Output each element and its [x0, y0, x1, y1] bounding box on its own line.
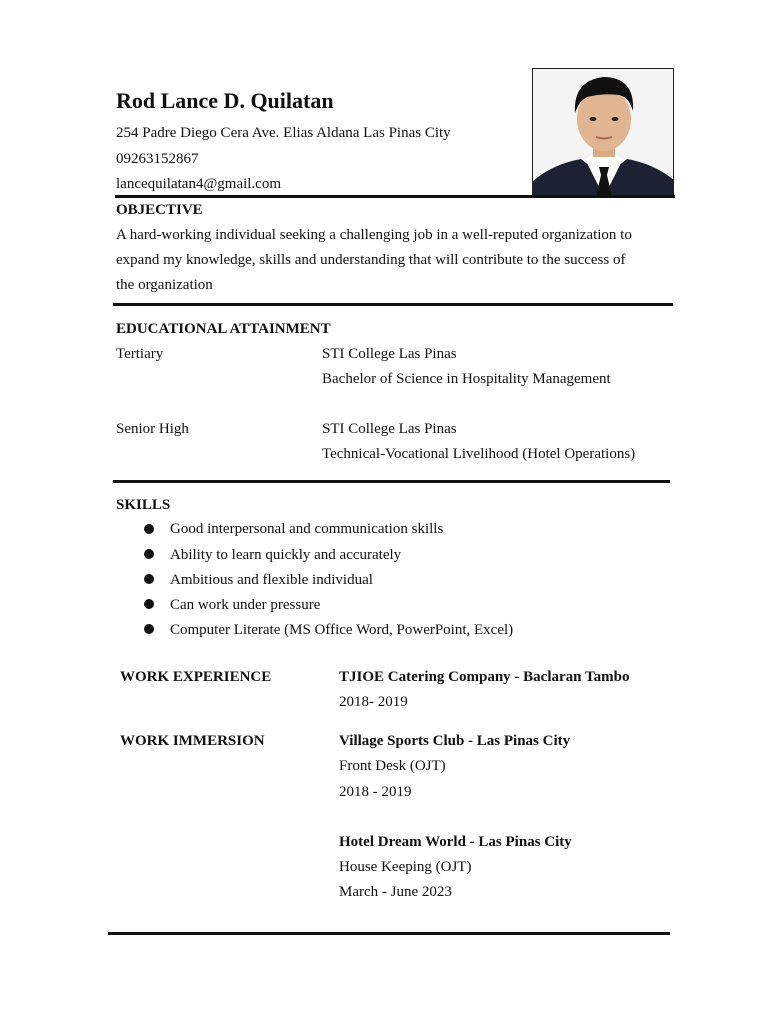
skill-item: Can work under pressure: [170, 597, 321, 613]
address: 254 Padre Diego Cera Ave. Elias Aldana Las Pinas City: [116, 125, 451, 141]
immersion-company: Hotel Dream World - Las Pinas City: [339, 834, 572, 850]
objective-line-3: the organization: [116, 277, 213, 293]
objective-divider: [113, 303, 673, 306]
work-experience-heading: WORK EXPERIENCE: [120, 669, 272, 685]
education-program-senior-high: Technical-Vocational Livelihood (Hotel Operations): [322, 446, 636, 462]
profile-photo: [532, 68, 674, 196]
objective-line-1: A hard-working individual seeking a challenging job in a well-reputed organization to: [116, 227, 632, 243]
skill-item: Computer Literate (MS Office Word, PowerPoint, Excel): [170, 622, 514, 638]
skill-item: Ambitious and flexible individual: [170, 572, 373, 588]
skill-item: Good interpersonal and communication skills: [170, 521, 444, 537]
education-program-tertiary: Bachelor of Science in Hospitality Management: [322, 371, 611, 387]
immersion-period: 2018 - 2019: [339, 784, 412, 800]
immersion-role: Front Desk (OJT): [339, 758, 446, 774]
immersion-company: Village Sports Club - Las Pinas City: [339, 733, 571, 749]
education-school-senior-high: STI College Las Pinas: [322, 421, 457, 437]
person-portrait-icon: [533, 69, 674, 196]
bullet-icon: [144, 599, 154, 609]
email-address: lancequilatan4@gmail.com: [116, 176, 282, 192]
education-divider: [113, 480, 670, 483]
footer-divider: [108, 932, 670, 935]
education-school-tertiary: STI College Las Pinas: [322, 346, 457, 362]
objective-line-2: expand my knowledge, skills and understanding that will contribute to the success of: [116, 252, 626, 268]
skills-heading: SKILLS: [116, 497, 171, 513]
applicant-name: Rod Lance D. Quilatan: [116, 88, 334, 113]
work-experience-company: TJIOE Catering Company - Baclaran Tambo: [339, 669, 630, 685]
education-level-senior-high: Senior High: [116, 421, 189, 437]
bullet-icon: [144, 524, 154, 534]
phone-number: 09263152867: [116, 151, 199, 167]
work-experience-period: 2018- 2019: [339, 694, 408, 710]
skill-item: Ability to learn quickly and accurately: [170, 547, 402, 563]
education-heading: EDUCATIONAL ATTAINMENT: [116, 321, 331, 337]
immersion-period: March - June 2023: [339, 884, 452, 900]
header-divider: [115, 195, 675, 198]
objective-heading: OBJECTIVE: [116, 202, 203, 218]
bullet-icon: [144, 574, 154, 584]
education-level-tertiary: Tertiary: [116, 346, 164, 362]
work-immersion-heading: WORK IMMERSION: [120, 733, 265, 749]
bullet-icon: [144, 624, 154, 634]
bullet-icon: [144, 549, 154, 559]
immersion-role: House Keeping (OJT): [339, 859, 472, 875]
